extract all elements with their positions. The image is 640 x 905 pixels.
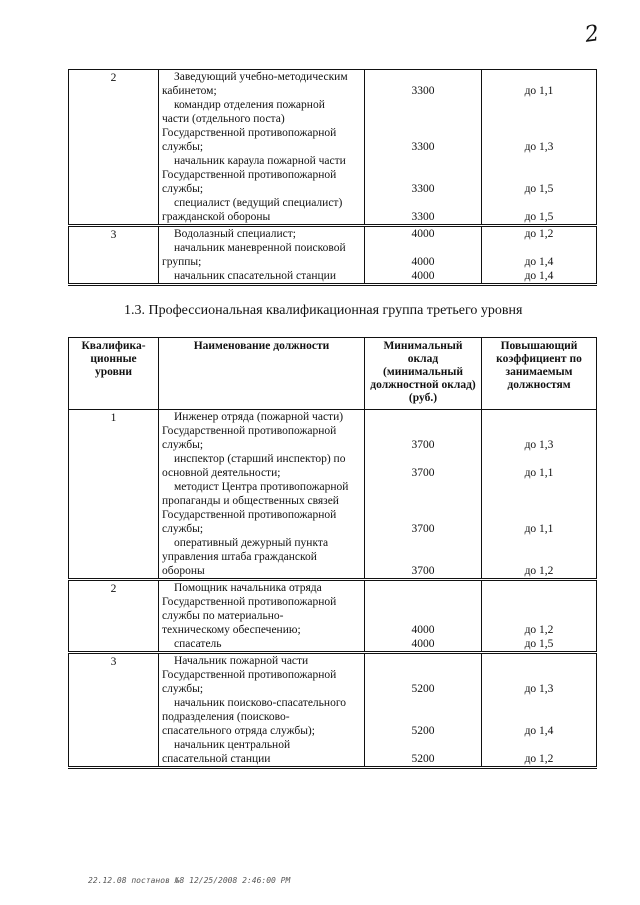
position-name: начальник центральной спасательной станции <box>162 739 291 765</box>
raise-coefficient: до 1,2 <box>524 624 554 636</box>
table-row <box>69 653 597 768</box>
min-salary: 3300 <box>411 183 435 195</box>
position-name: специалист (ведущий специалист) гражданской обороны <box>162 197 343 223</box>
raise-coefficient: до 1,4 <box>524 256 554 268</box>
min-salary: 5200 <box>411 725 435 737</box>
qualification-level: 2 <box>69 580 159 653</box>
print-footer: 22.12.08 постанов №8 12/25/2008 2:46:00 PM <box>88 876 291 885</box>
raise-coefficient: до 1,5 <box>524 183 554 195</box>
min-salary: 3700 <box>411 565 435 577</box>
min-salary: 3300 <box>411 85 435 97</box>
min-salary: 5200 <box>411 753 435 765</box>
position-name: командир отделения пожарной части (отдельного поста) Государственной противопожарной службы; <box>162 99 337 153</box>
raise-coefficient: до 1,4 <box>524 270 554 282</box>
table-row <box>69 580 597 653</box>
raise-coefficient: до 1,2 <box>524 565 554 577</box>
position-name: инспектор (старший инспектор) по основной деятельности; <box>162 453 346 479</box>
min-salary: 3700 <box>411 467 435 479</box>
coefficient-values <box>482 580 597 653</box>
raise-coefficient: до 1,5 <box>524 638 554 650</box>
position-name: Водолазный специалист; <box>174 228 296 240</box>
position-name: спасатель <box>174 638 222 650</box>
raise-coefficient: до 1,1 <box>524 85 554 97</box>
coefficient-values <box>482 410 597 580</box>
qualification-level: 2 <box>69 70 159 226</box>
page-number: 2 <box>583 21 601 48</box>
raise-coefficient: до 1,1 <box>524 467 554 479</box>
position-name: начальник спасательной станции <box>174 270 336 282</box>
position-name: Инженер отряда (пожарной части) Государственной противопожарной службы; <box>162 411 344 451</box>
position-name: методист Центра противопожарной пропаганды и общественных связей Государственной противопожарной службы; <box>162 481 349 535</box>
raise-coefficient: до 1,2 <box>524 228 554 240</box>
salary-values <box>365 226 482 285</box>
position-name: начальник поисково-спасательного подразделения (поисково- спасательного отряда службы); <box>162 697 347 737</box>
position-names <box>159 653 365 768</box>
min-salary: 4000 <box>411 270 435 282</box>
raise-coefficient: до 1,3 <box>524 439 554 451</box>
position-name: Начальник пожарной части Государственной противопожарной службы; <box>162 655 337 695</box>
position-names <box>159 580 365 653</box>
min-salary: 3300 <box>411 211 435 223</box>
min-salary: 3300 <box>411 141 435 153</box>
position-names <box>159 70 365 226</box>
header-min-salary: Минимальный оклад (минимальный должностной оклад) (руб.) <box>365 338 482 410</box>
qualification-table-level3 <box>68 337 597 769</box>
coefficient-values <box>482 70 597 226</box>
header-position-name: Наименование должности <box>159 338 365 410</box>
position-name: Заведующий учебно-методическим кабинетом; <box>162 71 348 97</box>
header-coefficient: Повышающий коэффициент по занимаемым должностям <box>482 338 597 410</box>
section-heading: 1.3. Профессиональная квалификационная группа третьего уровня <box>124 303 523 318</box>
salary-values <box>365 410 482 580</box>
table-row <box>69 226 597 285</box>
raise-coefficient: до 1,2 <box>524 753 554 765</box>
coefficient-values <box>482 653 597 768</box>
coefficient-values <box>482 226 597 285</box>
raise-coefficient: до 1,3 <box>524 683 554 695</box>
min-salary: 4000 <box>411 624 435 636</box>
position-name: оперативный дежурный пункта управления штаба гражданской обороны <box>162 537 329 577</box>
min-salary: 5200 <box>411 683 435 695</box>
qualification-level: 3 <box>69 653 159 768</box>
raise-coefficient: до 1,3 <box>524 141 554 153</box>
table-row <box>69 70 597 226</box>
position-names <box>159 410 365 580</box>
position-names <box>159 226 365 285</box>
salary-values <box>365 70 482 226</box>
header-level: Квалифика-ционные уровни <box>69 338 159 410</box>
min-salary: 4000 <box>411 638 435 650</box>
position-name: начальник караула пожарной части Государственной противопожарной службы; <box>162 155 346 195</box>
qualification-level: 3 <box>69 226 159 285</box>
raise-coefficient: до 1,4 <box>524 725 554 737</box>
position-name: начальник маневренной поисковой группы; <box>162 242 346 268</box>
salary-values <box>365 580 482 653</box>
min-salary: 4000 <box>411 228 435 240</box>
qualification-level: 1 <box>69 410 159 580</box>
raise-coefficient: до 1,5 <box>524 211 554 223</box>
min-salary: 4000 <box>411 256 435 268</box>
raise-coefficient: до 1,1 <box>524 523 554 535</box>
qualification-table-continued <box>68 69 597 286</box>
position-name: Помощник начальника отряда Государственной противопожарной службы по материально- техническому обеспечению; <box>162 582 337 636</box>
table-row <box>69 410 597 580</box>
min-salary: 3700 <box>411 439 435 451</box>
salary-values <box>365 653 482 768</box>
min-salary: 3700 <box>411 523 435 535</box>
